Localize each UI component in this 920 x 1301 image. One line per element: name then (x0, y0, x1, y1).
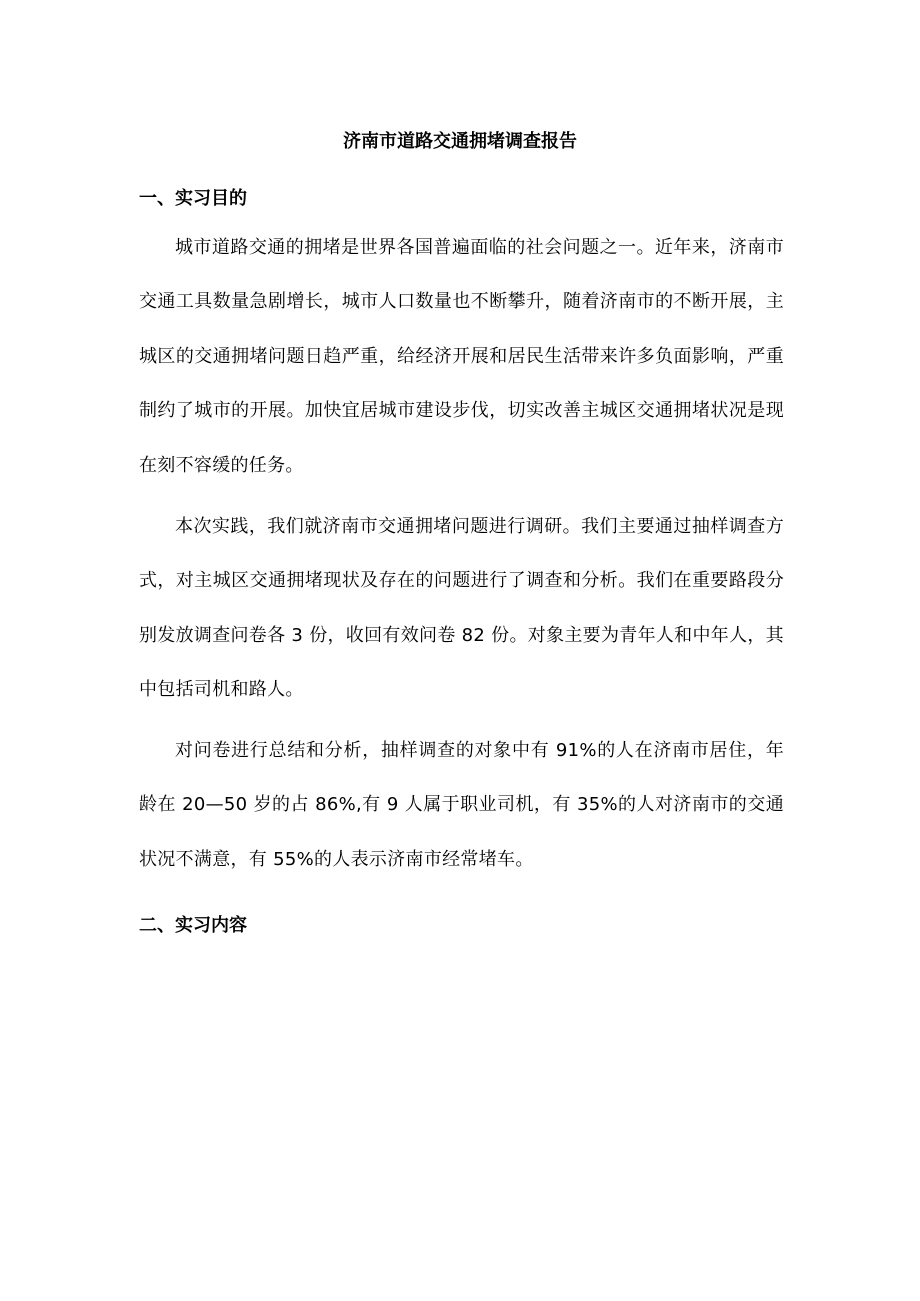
document-title: 济南市道路交通拥堵调查报告 (343, 131, 577, 152)
paragraph-survey-results: 对问卷进行总结和分析，抽样调查的对象中有 91%的人在济南市居住，年龄在 20—50 岁的占 86%,有 9 人属于职业司机，有 35%的人对济南市的交通状况不满意，有 55%的人表示济南市经常堵车。 (139, 740, 784, 870)
paragraph-survey-method: 本次实践，我们就济南市交通拥堵问题进行调研。我们主要通过抽样调查方式，对主城区交通拥堵现状及存在的问题进行了调查和分析。我们在重要路段分别发放调查问卷各 3 份，收回有效问卷 82 份。对象主要为青年人和中年人，其中包括司机和路人。 (139, 516, 784, 701)
section-heading-content: 二、实习内容 (139, 915, 247, 936)
section-heading-purpose: 一、实习目的 (139, 188, 247, 209)
paragraph-background: 城市道路交通的拥堵是世界各国普遍面临的社会问题之一。近年来，济南市交通工具数量急剧增长，城市人口数量也不断攀升，随着济南市的不断开展，主城区的交通拥堵问题日趋严重，给经济开展和居民生活带来许多负面影响，严重制约了城市的开展。加快宜居城市建设步伐，切实改善主城区交通拥堵状况是现在刻不容缓的任务。 (139, 237, 784, 476)
